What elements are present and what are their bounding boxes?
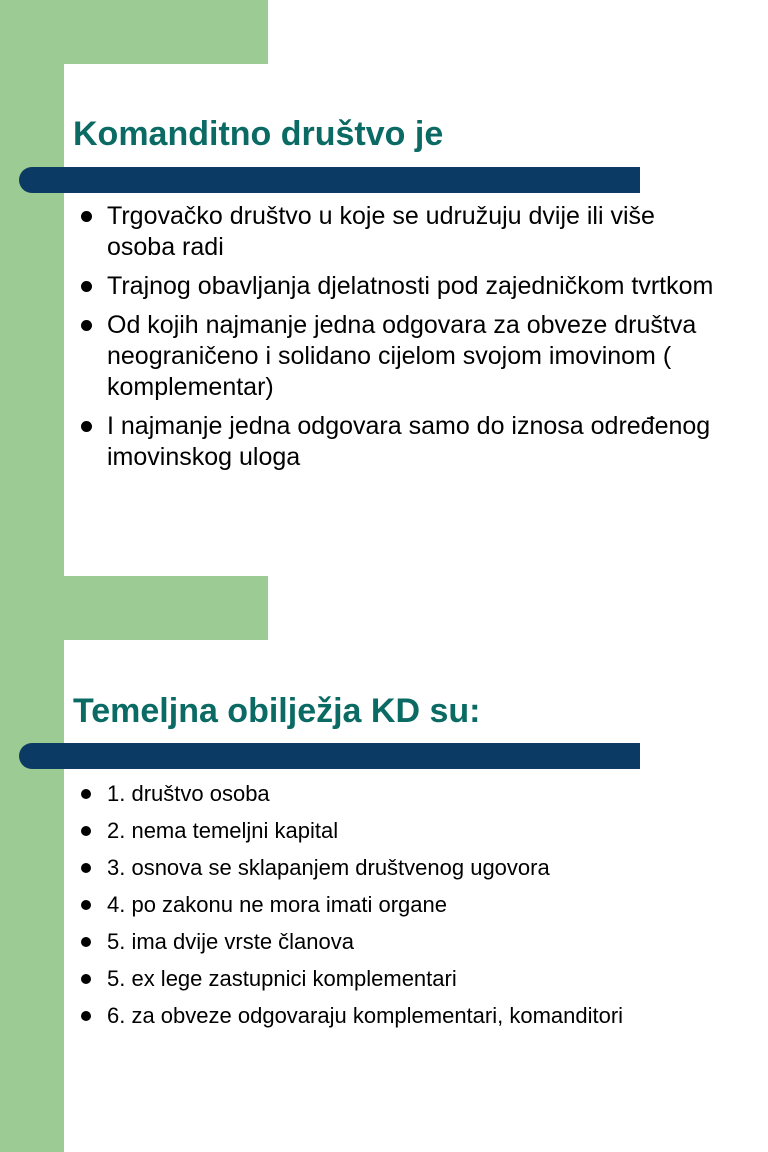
- list-item: [80, 271, 720, 302]
- bullet-dot-icon: [81, 789, 91, 799]
- list-item: [80, 929, 720, 955]
- list-item-text: Trgovačko društvo u koje se udružuju dvije ili više osoba radi: [107, 202, 655, 261]
- list-item-text: Trajnog obavljanja djelatnosti pod zajedničkom tvrtkom: [107, 272, 714, 300]
- list-item-text: 5. ex lege zastupnici komplementari: [107, 966, 457, 991]
- bullet-dot-icon: [81, 900, 91, 910]
- list-item: [80, 201, 720, 263]
- bullet-dot-icon: [81, 421, 92, 432]
- list-item-text: I najmanje jedna odgovara samo do iznosa određenog imovinskog uloga: [107, 412, 711, 471]
- list-item-text: 3. osnova se sklapanjem društvenog ugovora: [107, 855, 550, 880]
- bullet-list: [80, 201, 720, 481]
- list-item: [80, 1003, 720, 1029]
- green-sidebar: [0, 576, 64, 1152]
- slide-title: Komanditno društvo je: [73, 115, 444, 153]
- bullet-dot-icon: [81, 974, 91, 984]
- list-item: [80, 411, 720, 473]
- bullet-dot-icon: [81, 937, 91, 947]
- list-item-text: 5. ima dvije vrste članova: [107, 929, 354, 954]
- slide-title: Temeljna obilježja KD su:: [73, 692, 481, 730]
- list-item-text: 2. nema temeljni kapital: [107, 818, 339, 843]
- list-item: [80, 310, 720, 403]
- list-item: [80, 781, 720, 807]
- list-item: [80, 892, 720, 918]
- bullet-list: [80, 781, 720, 1040]
- title-underline-bar: [19, 743, 640, 769]
- list-item: [80, 855, 720, 881]
- slide-2: [0, 576, 768, 1152]
- title-underline-bar: [19, 167, 640, 193]
- bullet-dot-icon: [81, 1011, 91, 1021]
- list-item: [80, 966, 720, 992]
- bullet-dot-icon: [81, 826, 91, 836]
- green-top-band: [0, 576, 268, 640]
- list-item-text: 6. za obveze odgovaraju komplementari, komanditori: [107, 1003, 624, 1028]
- green-top-band: [0, 0, 268, 64]
- bullet-dot-icon: [81, 863, 91, 873]
- bullet-dot-icon: [81, 211, 92, 222]
- list-item-text: 4. po zakonu ne mora imati organe: [107, 892, 447, 917]
- list-item-text: Od kojih najmanje jedna odgovara za obveze društva neograničeno i solidano cijelom svojom imovinom ( komplementar): [107, 311, 697, 401]
- list-item: [80, 818, 720, 844]
- bullet-dot-icon: [81, 281, 92, 292]
- bullet-dot-icon: [81, 320, 92, 331]
- green-sidebar: [0, 0, 64, 576]
- list-item-text: 1. društvo osoba: [107, 781, 270, 806]
